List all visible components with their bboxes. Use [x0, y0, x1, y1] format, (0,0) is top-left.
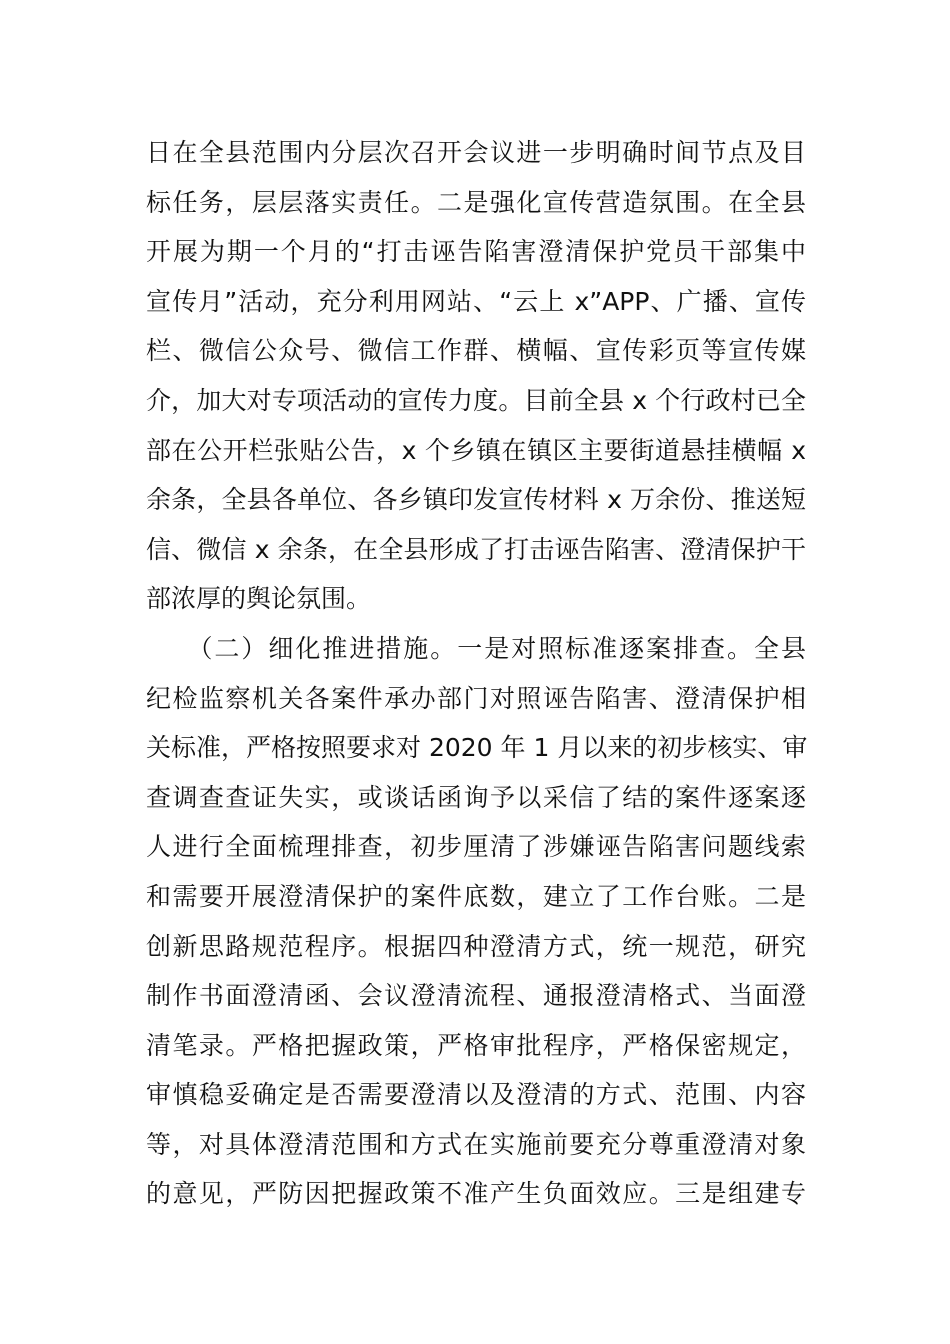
text-line: 人进行全面梳理排查，初步厘清了涉嫌诬告陷害问题线索	[146, 832, 806, 862]
text-line: 介，加大对专项活动的宣传力度。目前全县 x 个行政村已全	[146, 385, 806, 415]
text-line: 日在全县范围内分层次召开会议进一步明确时间节点及目	[146, 138, 806, 167]
text-line: 标任务，层层落实责任。二是强化宣传营造氛围。在全县	[146, 187, 806, 217]
text-line: （二）细化推进措施。一是对照标准逐案排查。全县	[146, 633, 806, 663]
text-line: 审慎稳妥确定是否需要澄清以及澄清的方式、范围、内容	[146, 1080, 806, 1110]
text-line: 信、微信 x 余条，在全县形成了打击诬告陷害、澄清保护干	[146, 534, 806, 564]
body-text	[146, 128, 806, 1219]
text-line: 等，对具体澄清范围和方式在实施前要充分尊重澄清对象	[146, 1129, 806, 1159]
text-line: 开展为期一个月的“打击诬告陷害澄清保护党员干部集中	[146, 237, 806, 267]
text-line: 余条，全县各单位、各乡镇印发宣传材料 x 万余份、推送短	[146, 485, 806, 515]
text-line: 和需要开展澄清保护的案件底数，建立了工作台账。二是	[146, 881, 806, 911]
text-line: 创新思路规范程序。根据四种澄清方式，统一规范，研究	[146, 931, 806, 961]
text-line: 关标准，严格按照要求对 2020 年 1 月以来的初步核实、审	[146, 733, 808, 763]
text-line: 的意见，严防因把握政策不准产生负面效应。三是组建专	[146, 1179, 806, 1209]
text-line: 纪检监察机关各案件承办部门对照诬告陷害、澄清保护相	[146, 683, 806, 713]
text-line: 查调查查证失实，或谈话函询予以采信了结的案件逐案逐	[146, 782, 806, 812]
text-line: 部浓厚的舆论氛围。	[146, 584, 372, 614]
text-line: 部在公开栏张贴公告，x 个乡镇在镇区主要街道悬挂横幅 x	[146, 435, 806, 465]
text-line: 制作书面澄清函、会议澄清流程、通报澄清格式、当面澄	[146, 981, 806, 1011]
text-line: 栏、微信公众号、微信工作群、横幅、宣传彩页等宣传媒	[146, 336, 806, 366]
text-line: 宣传月”活动，充分利用网站、“云上 x”APP、广播、宣传	[146, 286, 806, 316]
text-line: 清笔录。严格把握政策，严格审批程序，严格保密规定，	[146, 1030, 806, 1060]
